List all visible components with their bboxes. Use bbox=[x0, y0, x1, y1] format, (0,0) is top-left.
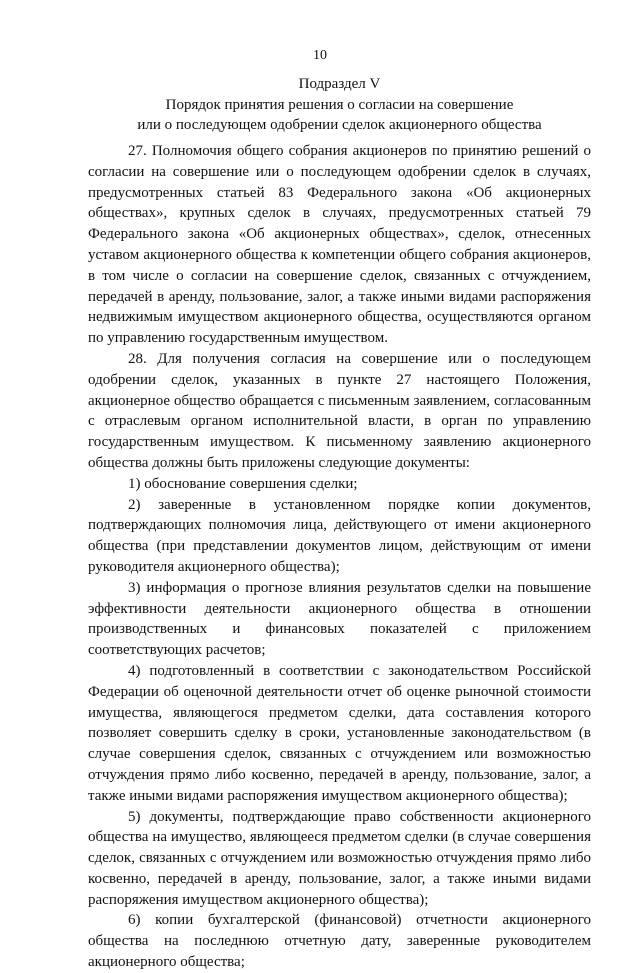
list-item-3: 3) информация о прогнозе влияния результатов сделки на повышение эффективности деятельности акционерного общества в отношении производственных и финансовых показателей с приложением соответствующих расчетов; bbox=[88, 579, 591, 659]
section-heading bbox=[88, 74, 591, 136]
section-title-line-1: Порядок принятия решения о согласии на совершение bbox=[165, 96, 514, 113]
paragraph-28: 28. Для получения согласия на совершение или о последующем одобрении сделок, указанных в пункте 27 настоящего Положения, акционерное общество обращается с письменным заявлением, согласованным с отраслевым органом исполнительной власти, в орган по управлению государственным имуществом. К письменному заявлению акционерного общества должны быть приложены следующие документы: bbox=[88, 350, 591, 471]
list-item-6: 6) копии бухгалтерской (финансовой) отчетности акционерного общества на последнюю отчетную дату, заверенные руководителем акционерного общества; bbox=[88, 912, 591, 971]
list-item-2: 2) заверенные в установленном порядке копии документов, подтверждающих полномочия лица, действующего от имени акционерного общества (при представлении документов лицом, действующим от имени руководителя акционерного общества); bbox=[88, 496, 591, 575]
list-item-5: 5) документы, подтверждающие право собственности акционерного общества на имущество, являющееся предметом сделки (в случае совершения сделок, связанных с отчуждением или возможностью отчуждения прямо либо косвенно, передачей в аренду, пользование, залог, а также иными видами распоряжения имуществом акционерного общества); bbox=[88, 808, 591, 908]
section-title-line-2: или о последующем одобрении сделок акционерного общества bbox=[137, 117, 542, 133]
paragraph-27: 27. Полномочия общего собрания акционеров по принятию решений о согласии на совершение или о последующем одобрении сделок в случаях, предусмотренных статьей 83 Федерального закона «Об акционерных обществах», крупных сделок в случаях, предусмотренных статьей 79 Федерального закона «Об акционерных обществах», сделок, отнесенных уставом акционерного общества к компетенции общего собрания акционеров, в том числе о согласии на совершение сделок, связанных с отчуждением, передачей в аренду, пользование, залог, а также иными видами распоряжения недвижимым имуществом акционерного общества, осуществляются органом по управлению государственным имуществом. bbox=[88, 143, 591, 347]
document-body bbox=[88, 141, 591, 973]
list-item-4: 4) подготовленный в соответствии с законодательством Российской Федерации об оценочной деятельности отчет об оценке рыночной стоимости имущества, являющегося предметом сделки, дата составления которого позволяет совершить сделку в сроки, установленные законодательством (в случае совершения сделок, связанных с отчуждением или возможностью отчуждения прямо либо косвенно, передачей в аренду, пользование, залог, а также иными видами распоряжения имуществом акционерного общества); bbox=[88, 662, 591, 804]
page-number: 10 bbox=[313, 48, 327, 63]
subsection-title: Подраздел V bbox=[298, 76, 381, 92]
list-item-1: 1) обоснование совершения сделки; bbox=[128, 475, 358, 492]
